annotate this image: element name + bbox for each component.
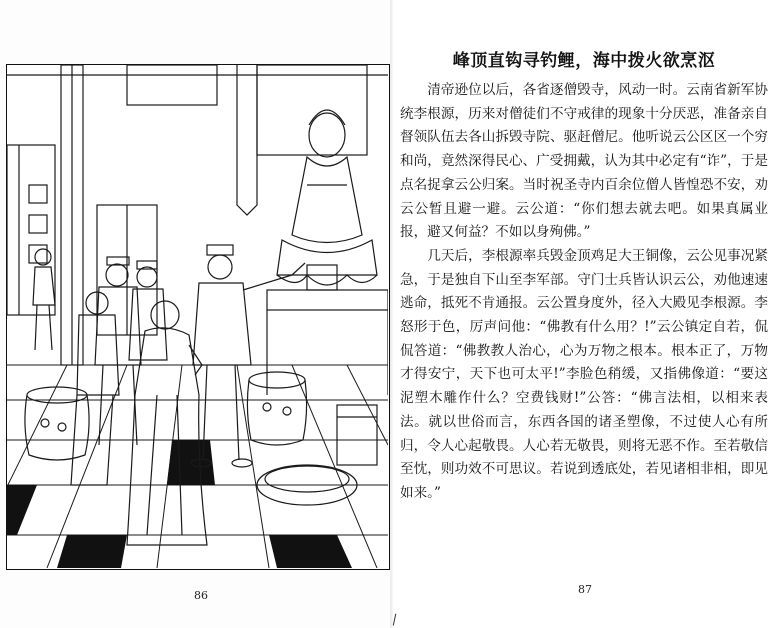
chapter-title: 峰顶直钩寻钓鲤，海中拨火欲烹沤 [452,51,716,71]
left-wall [7,145,55,315]
altar-table [267,290,388,310]
drum-stool-right [247,372,306,445]
page-number: 86 [194,589,208,602]
guard-figure-2 [129,261,167,360]
attendant-figure [71,292,119,485]
paragraph: 清帝逊位以后，各省逐僧毁寺，风动一时。云南省新军协统李根源，历来对僧徒们不守戒律的现象十分厌恶，准备亲自督领队伍去各山拆毁寺院、驱赶僧尼。他听说云公区区一个穷和尚，竟然深得民心、广受拥戴，认为其中必定有“诈”，于是点名捉拿云公归案。当时祝圣寺内百余位僧人皆惶恐不安，劝云公暂且避一避。云公道：“你们想去就去吧。如果真属业报，避又何益？不如以身殉佛。” [400,82,768,241]
page-number: 87 [578,583,592,596]
drum-stool-left [25,387,89,460]
altar-canopy [257,65,367,155]
illustration-drawing [7,65,388,568]
wooden-box [337,405,377,465]
body-text [400,79,768,506]
illustration [6,64,390,570]
scan-mark [393,614,400,627]
top-banner [127,65,217,105]
buddha-statue [277,110,377,285]
offering-vessel [307,265,337,290]
hanging-banner [237,65,257,215]
book-gutter [390,0,393,628]
paragraph: 几天后，李根源率兵毁金顶鸡足大王铜像，云公见事况紧急，于是独自下山至李军部。守门士兵皆认识云公，劝他速速逃命，抵死不肯通报。云公置身度外，径入大殿见李根源。李怒形于色，厉声问他：“佛教有什么用？!”云公镇定自若，侃侃答道：“佛教教人治心，心为万物之根本。根本正了，万物才得安宁，天下也可太平!”李脸色稍缓，又指佛像道：“要这泥塑木雕作什么？空费钱财!”公答：“佛言法相，以相来表法。就以世俗而言，东西各国的诸圣塑像，不过使人心有所归，令人心起敬畏。人心若无敬畏，则将无恶不作。至若敬信至忱，则功效不可思议。若说到透底处，若见诸相非相，即见如来。” [400,247,768,501]
background-soldier [33,249,55,350]
